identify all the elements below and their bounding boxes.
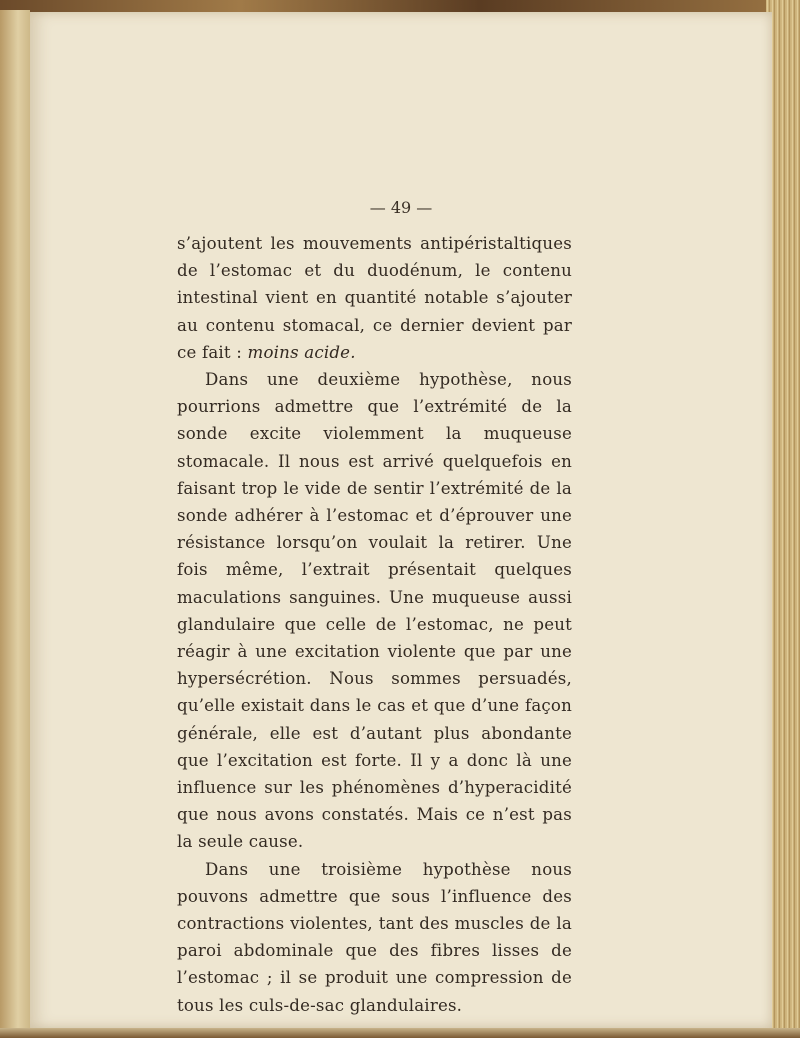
page-number: — 49 — bbox=[369, 198, 433, 217]
paragraph-1-emphasis: moins acide. bbox=[247, 342, 356, 362]
paragraph-1 bbox=[177, 230, 572, 366]
paragraph-3: Dans une troisième hypothèse nous pouvons admettre que sous l’influence des contractions violentes, tant des muscles de la paroi abdominale que des fibres lisses de l’estomac ; il se produit une compression de tous les culs-de-sac glandulaires. bbox=[177, 859, 572, 1015]
body-text bbox=[177, 230, 572, 1019]
facing-page-edge bbox=[0, 10, 30, 1038]
book-page bbox=[30, 12, 772, 1028]
book-bottom-edge bbox=[0, 1028, 800, 1038]
paragraph-2: Dans une deuxième hypothèse, nous pourrions admettre que l’extrémité de la sonde excite violemment la muqueuse stomacale. Il nous est arrivé quelquefois en faisant trop le vide de sentir l’extrémité de la sonde adhérer à l’estomac et d’éprouver une résistance lorsqu’on voulait la retirer. Une fois même, l’extrait présentait quelques maculations sanguines. Une muqueuse aussi glandulaire que celle de l’estomac, ne peut réagir à une excitation violente que par une hypersécrétion. Nous sommes persuadés, qu’elle existait dans le cas et que d’une façon générale, elle est d’autant plus abondante que l’excitation est forte. Il y a donc là une influence sur les phénomènes d’hyperacidité que nous avons constatés. Mais ce n’est pas la seule cause. bbox=[177, 370, 572, 852]
paragraph-1-text: s’ajoutent les mouvements antipéristaltiques de l’estomac et du duodénum, le contenu intestinal vient en quantité notable s’ajouter au contenu stomacal, ce dernier devient par ce fait : bbox=[177, 234, 572, 362]
